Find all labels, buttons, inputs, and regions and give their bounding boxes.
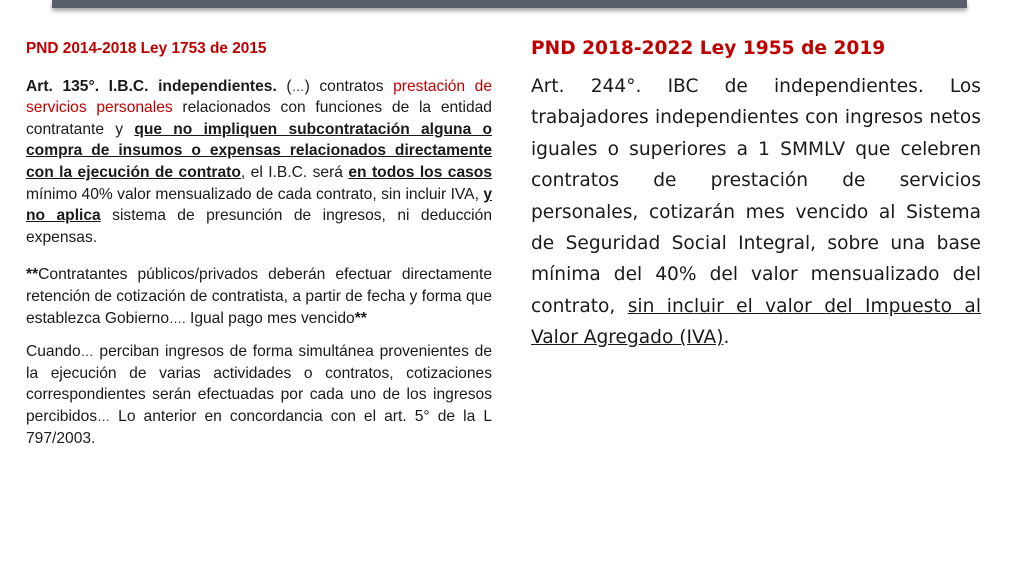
right-title: PND 2018-2022 Ley 1955 de 2019 <box>531 38 886 59</box>
highlight-prestacion: prestación de servicios personales <box>26 77 493 117</box>
iva-underlined-text: sin incluir el valor del Impuesto al Valor Agregado (IVA) <box>531 295 981 349</box>
cuando-paragraph: Cuando… perciban ingresos de forma simultánea provenientes de la ejecución de varias actividades o contratos, cotizaciones correspondientes serán efectuadas por cada uno de los ingresos percibidos… Lo anterior en concordancia con el art. 5° de la L 797/2003. <box>26 343 492 447</box>
article-244-paragraph: Art. 244°. IBC de independientes. Los trabajadores independientes con ingresos netos iguales o superiores a 1 SMMLV que celebren contratos de prestación de servicios personales, cotizarán mes vencido al Sistema de Seguridad Social Integral, sobre una base mínima del 40% del valor mensualizado del contrato, sin incluir el valor del Impuesto al Valor Agregado (IVA). <box>531 76 981 349</box>
top-decorative-bar <box>52 0 967 8</box>
right-column <box>531 38 981 354</box>
article-135-paragraph: Art. 135°. I.B.C. independientes. (…) contratos prestación de servicios personales relacionados con funciones de la entidad contratante y que no impliquen subcontratación alguna o compra de insumos o expensas relacionados directamente con la ejecución de contrato, el I.B.C. será en todos los casos mínimo 40% valor mensualizado de cada contrato, sin incluir IVA, y no aplica sistema de presunción de ingresos, ni deducción expensas. <box>26 77 493 246</box>
left-title: PND 2014-2018 Ley 1753 de 2015 <box>26 40 267 57</box>
left-column <box>26 38 492 449</box>
contratantes-paragraph: **Contratantes públicos/privados deberán efectuar directamente retención de cotización de contratista, a partir de fecha y forma que establezca Gobierno…. Igual pago mes vencido** <box>26 266 492 327</box>
